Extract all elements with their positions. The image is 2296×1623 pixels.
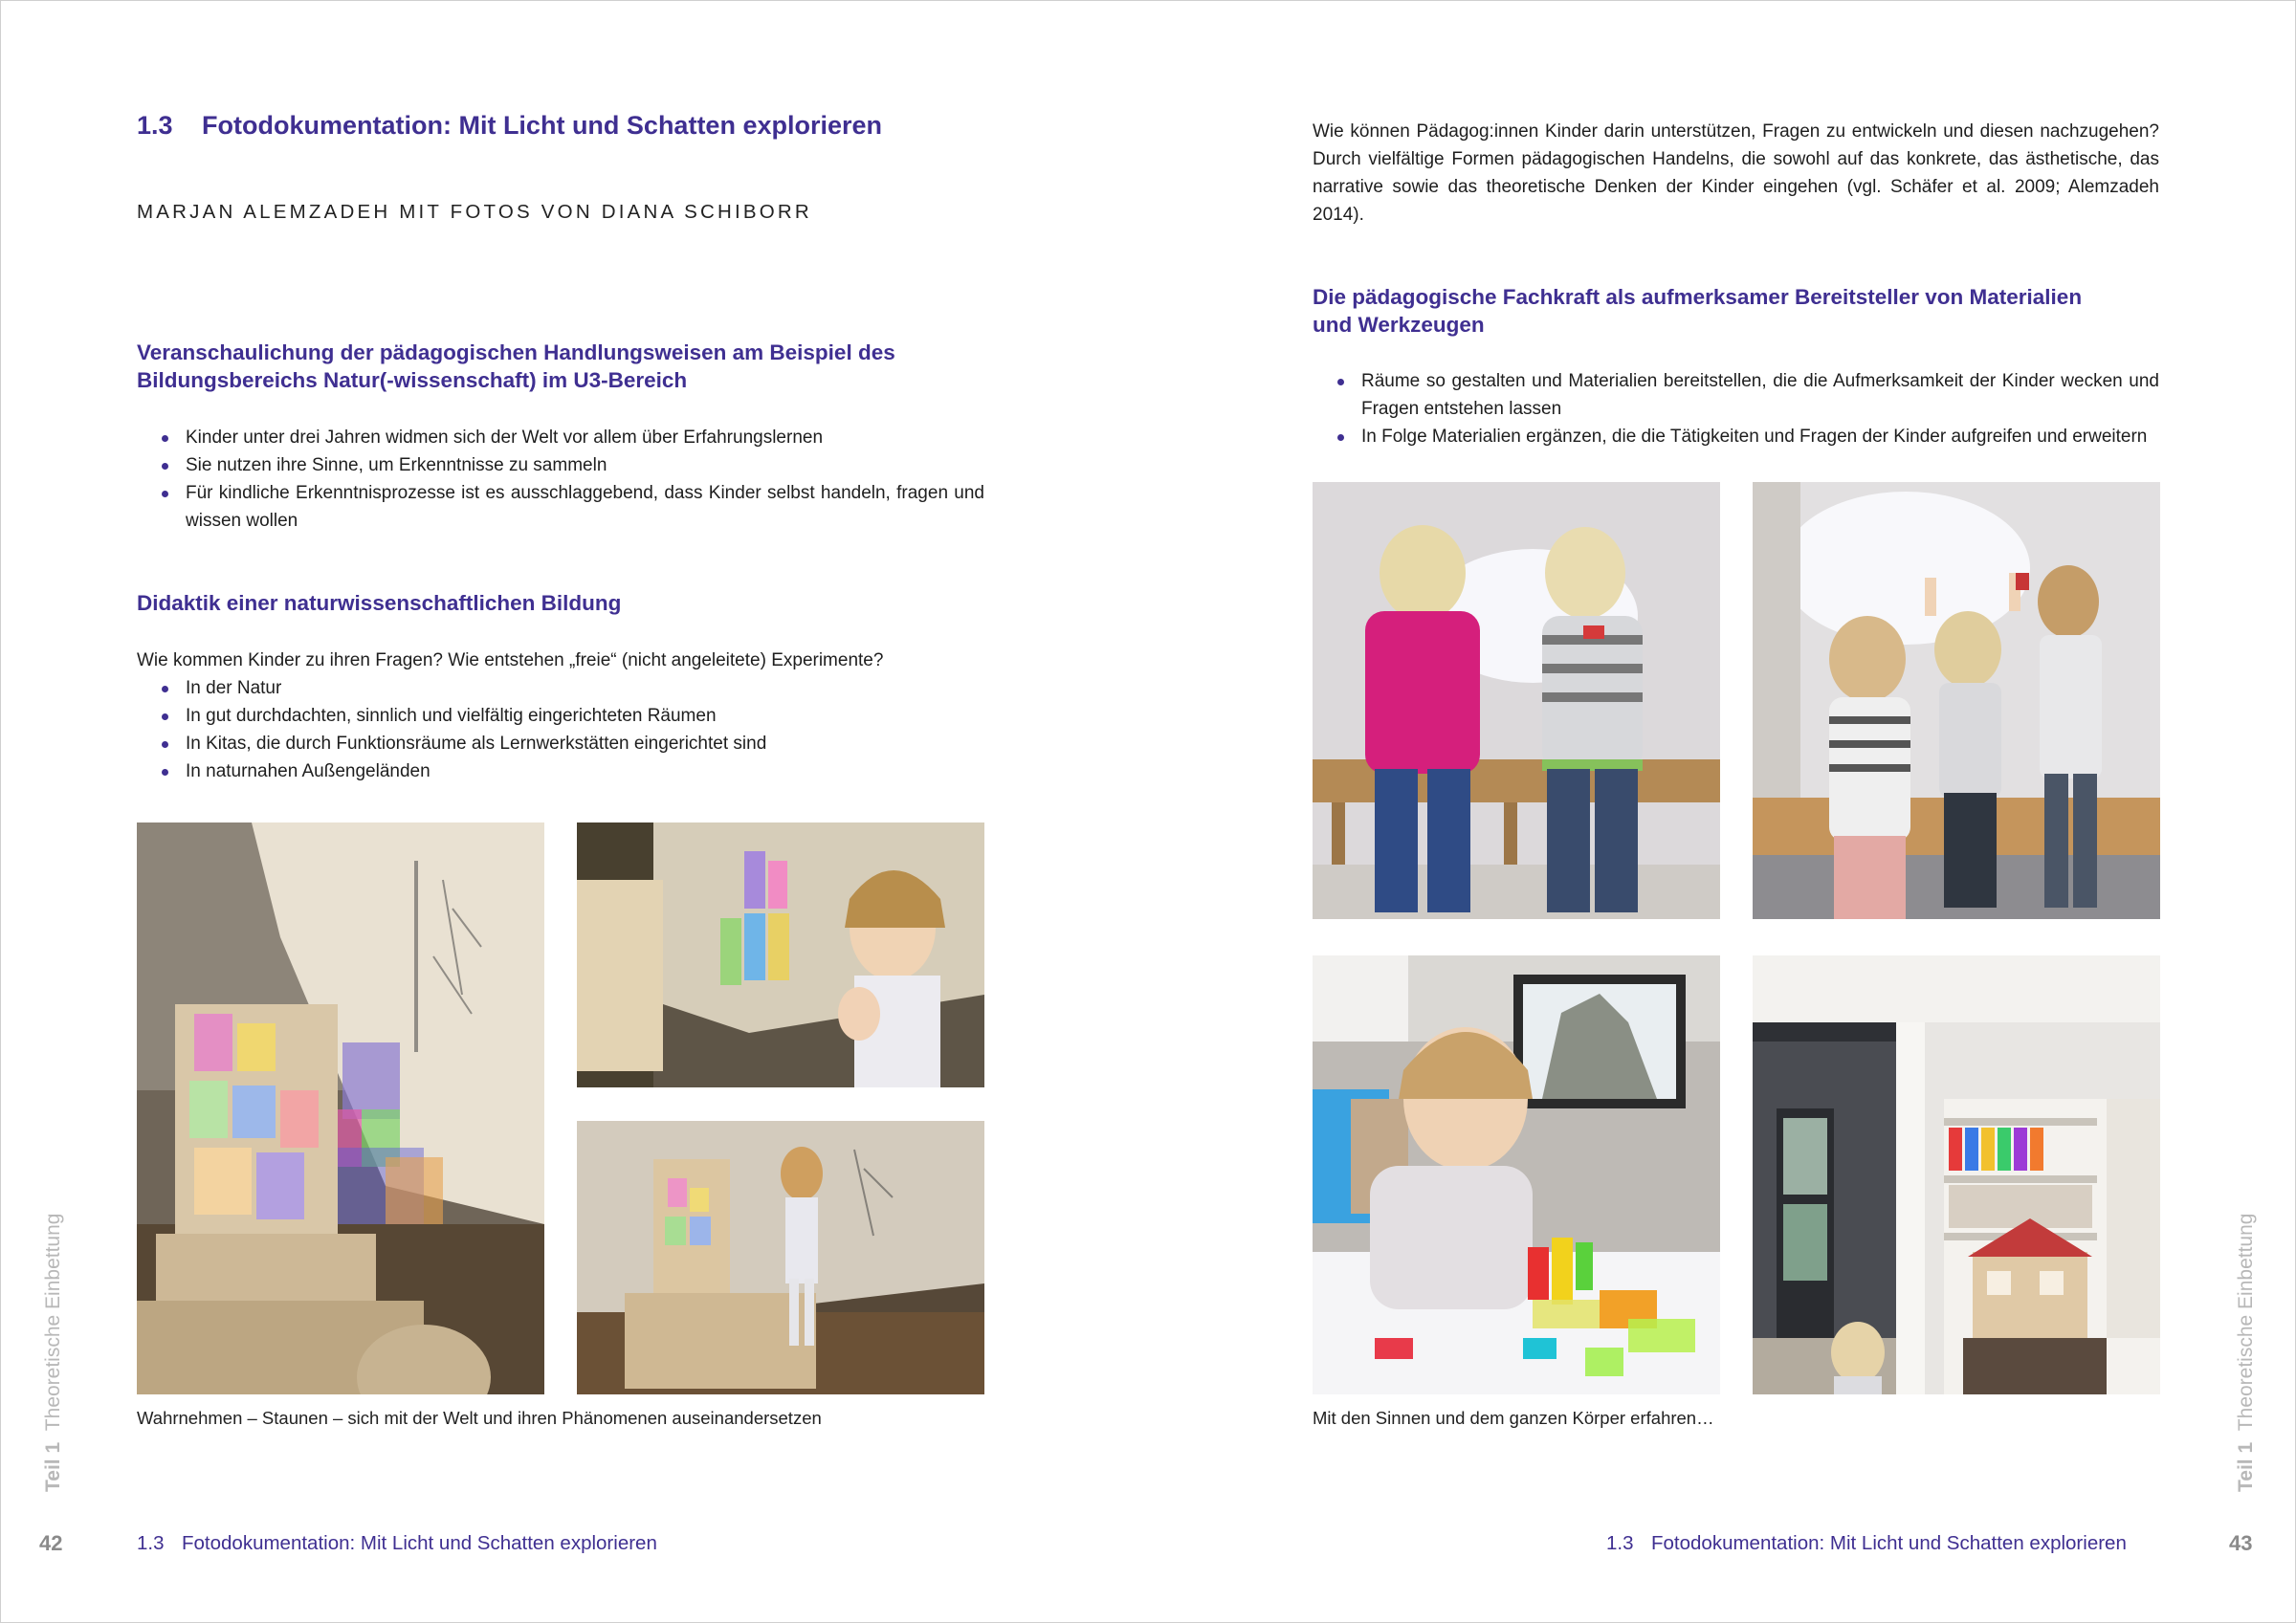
section-heading-veranschaulichung [137,339,998,394]
photo-block-two-children-light [1313,482,1720,919]
caption-left: Wahrnehmen – Staunen – sich mit der Welt und ihren Phänomenen auseinandersetzen [137,1408,822,1428]
bullet-list-section1 [137,424,984,535]
list-item: In Kitas, die durch Funktionsräume als Lernwerkstätten eingerichtet sind [137,730,984,757]
side-label-right [2235,1214,2258,1492]
photo-block-light-table [1313,955,1720,1394]
side-label-part: Teil 1 [2235,1441,2257,1492]
page-number-left: 42 [39,1531,63,1555]
bullet-list-section2 [137,674,984,785]
photo-block-child-hand [577,822,984,1087]
section2-intro: Wie kommen Kinder zu ihren Fragen? Wie entstehen „freie“ (nicht angeleitete) Experimente? [137,650,884,670]
photo-block-tower [137,822,544,1394]
side-label-chapter: Theoretische Einbettung [42,1213,64,1432]
running-footer-right [1606,1532,2127,1555]
list-item: In gut durchdachten, sinnlich und vielfältig eingerichteten Räumen [137,702,984,730]
chapter-title-text: Fotodokumentation: Mit Licht und Schatten explorieren [202,111,883,140]
chapter-number: 1.3 [137,111,173,140]
bullet-list-right [1313,367,2159,450]
photo-block-room-shelf [1753,955,2160,1394]
side-label-part: Teil 1 [42,1441,64,1492]
photo-block-child-standing [577,1121,984,1394]
list-item: In der Natur [137,674,984,702]
footer-title: Fotodokumentation: Mit Licht und Schatten explorieren [182,1532,657,1554]
heading-line: Bildungsbereichs Natur(-wissenschaft) im U3-Bereich [137,368,688,392]
running-footer-left [137,1532,657,1555]
list-item: In naturnahen Außengeländen [137,757,984,785]
heading-line: und Werkzeugen [1313,313,1485,337]
intro-paragraph: Wie können Pädagog:innen Kinder darin unterstützen, Fragen zu entwickeln und diesen nachzugehen? Durch vielfältige Formen pädagogischen Handelns, die sowohl auf das konkrete, das ästhetische, das narrative sowie das theoretische Denken der Kinder eingehen (vgl. Schäfer et al. 2009; Alemzadeh 2014). [1313,121,2159,225]
author-line: MARJAN ALEMZADEH MIT FOTOS VON DIANA SCHIBORR [137,201,812,223]
list-item: Kinder unter drei Jahren widmen sich der Welt vor allem über Erfahrungslernen [137,424,984,451]
caption-right: Mit den Sinnen und dem ganzen Körper erfahren… [1313,1408,1714,1428]
list-item: Für kindliche Erkenntnisprozesse ist es ausschlaggebend, dass Kinder selbst handeln, fragen und wissen wollen [137,479,984,535]
side-label-left [42,1214,65,1492]
section-heading-didaktik: Didaktik einer naturwissenschaftlichen Bildung [137,591,622,615]
footer-title: Fotodokumentation: Mit Licht und Schatten explorieren [1651,1532,2127,1554]
page-number-right: 43 [2229,1531,2253,1555]
side-label-chapter: Theoretische Einbettung [2235,1213,2257,1432]
heading-line: Die pädagogische Fachkraft als aufmerksamer Bereitsteller von Materialien [1313,285,2083,309]
footer-number: 1.3 [137,1532,165,1554]
photo-block-three-children-wall [1753,482,2160,919]
list-item: In Folge Materialien ergänzen, die die Tätigkeiten und Fragen der Kinder aufgreifen und erweitern [1313,423,2159,450]
footer-number: 1.3 [1606,1532,1634,1554]
heading-line: Veranschaulichung der pädagogischen Handlungsweisen am Beispiel des [137,340,895,364]
list-item: Räume so gestalten und Materialien bereitstellen, die die Aufmerksamkeit der Kinder wecken und Fragen entstehen lassen [1313,367,2159,423]
list-item: Sie nutzen ihre Sinne, um Erkenntnisse zu sammeln [137,451,984,479]
chapter-title [137,111,882,141]
section-heading-fachkraft [1313,283,2174,339]
